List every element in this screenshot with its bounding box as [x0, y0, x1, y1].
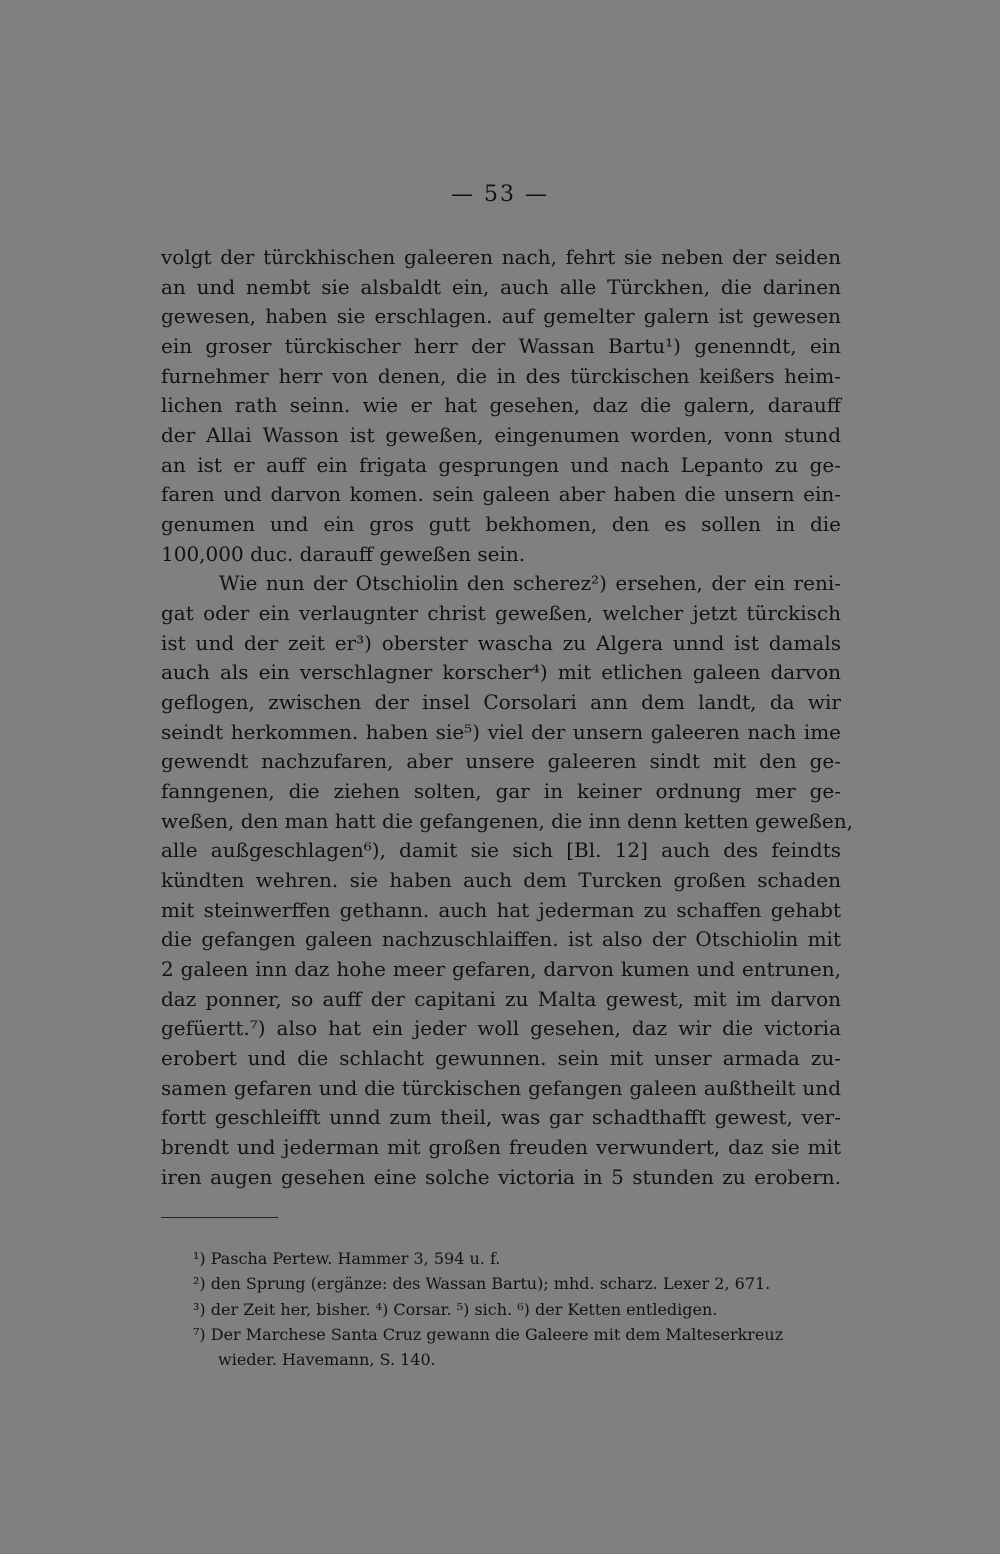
footnote-line: ³) der Zeit her, bisher. ⁴) Corsar. ⁵) sich. ⁶) der Ketten entledigen.: [193, 1299, 718, 1319]
page-number: — 53 —: [451, 182, 549, 207]
text-line: seindt herkommen. haben sie⁵) viel der unsern galeeren nach ime: [161, 719, 841, 744]
text-line: an und nembt sie alsbaldt ein, auch alle Türckhen, die darinen: [161, 274, 841, 299]
body-text: [161, 243, 853, 1193]
text-line: genumen und ein gros gutt bekhomen, den es sollen in die: [161, 512, 841, 537]
text-line: der Allai Wasson ist geweßen, eingenumen worden, vonn stund: [161, 423, 841, 448]
text-line: lichen rath seinn. wie er hat gesehen, daz die galern, darauff: [161, 393, 841, 418]
text-line: fortt geschleifft unnd zum theil, was gar schadthafft gewest, ver-: [161, 1105, 841, 1130]
text-line: iren augen gesehen eine solche victoria in 5 stunden zu erobern.: [161, 1164, 841, 1189]
text-line: die gefangen galeen nachzuschlaiffen. ist also der Otschiolin mit: [161, 927, 841, 952]
text-line: volgt der türckhischen galeeren nach, fehrt sie neben der seiden: [161, 245, 841, 269]
text-line: Wie nun der Otschiolin den scherez²) ersehen, der ein reni-: [219, 571, 841, 596]
footnote-divider: [161, 1217, 278, 1218]
text-line: faren und darvon komen. sein galeen aber haben die unsern ein-: [161, 482, 841, 507]
footnotes: [193, 1246, 843, 1372]
text-line: furnehmer herr von denen, die in des türckischen keißers heim-: [161, 363, 841, 388]
text-line: 2 galeen inn daz hohe meer gefaren, darvon kumen und entrunen,: [161, 957, 841, 982]
text-line: 100,000 duc. darauff geweßen sein.: [161, 541, 526, 566]
text-line: auch als ein verschlagner korscher⁴) mit etlichen galeen darvon: [161, 660, 841, 685]
text-line: alle außgeschlagen⁶), damit sie sich [Bl. 12] auch des feindts: [161, 838, 841, 863]
text-line: gewesen, haben sie erschlagen. auf gemelter galern ist gewesen: [161, 304, 841, 329]
text-line: fanngenen, die ziehen solten, gar in keiner ordnung mer ge-: [161, 779, 841, 804]
text-line: ist und der zeit er³) oberster wascha zu Algera unnd ist damals: [161, 630, 841, 655]
footnote-line: wieder. Havemann, S. 140.: [218, 1350, 436, 1370]
text-line: gefüertt.⁷) also hat ein jeder woll gesehen, daz wir die victoria: [161, 1016, 841, 1041]
text-line: an ist er auff ein frigata gesprungen und nach Lepanto zu ge-: [161, 452, 841, 477]
text-line: mit steinwerffen gethann. auch hat jederman zu schaffen gehabt: [161, 897, 841, 922]
footnote-line: ⁷) Der Marchese Santa Cruz gewann die Galeere mit dem Malteserkreuz: [193, 1324, 784, 1344]
text-line: weßen, den man hatt die gefangenen, die inn denn ketten geweßen,: [161, 808, 853, 833]
text-line: gewendt nachzufaren, aber unsere galeeren sindt mit den ge-: [161, 749, 841, 774]
text-line: geflogen, zwischen der insel Corsolari ann dem landt, da wir: [161, 690, 841, 715]
text-line: ein groser türckischer herr der Wassan Bartu¹) genenndt, ein: [161, 334, 841, 359]
text-line: brendt und jederman mit großen freuden verwundert, daz sie mit: [161, 1135, 841, 1160]
text-line: daz ponner, so auff der capitani zu Malta gewest, mit im darvon: [161, 986, 841, 1011]
footnote-line: ¹) Pascha Pertew. Hammer 3, 594 u. f.: [193, 1249, 501, 1268]
text-line: erobert und die schlacht gewunnen. sein mit unser armada zu-: [161, 1046, 841, 1071]
text-line: gat oder ein verlaugnter christ geweßen, welcher jetzt türckisch: [161, 601, 841, 626]
text-line: kündten wehren. sie haben auch dem Turcken großen schaden: [161, 868, 841, 893]
text-line: samen gefaren und die türckischen gefangen galeen außtheilt und: [161, 1075, 841, 1100]
footnote-line: ²) den Sprung (ergänze: des Wassan Bartu); mhd. scharz. Lexer 2, 671.: [193, 1274, 771, 1294]
